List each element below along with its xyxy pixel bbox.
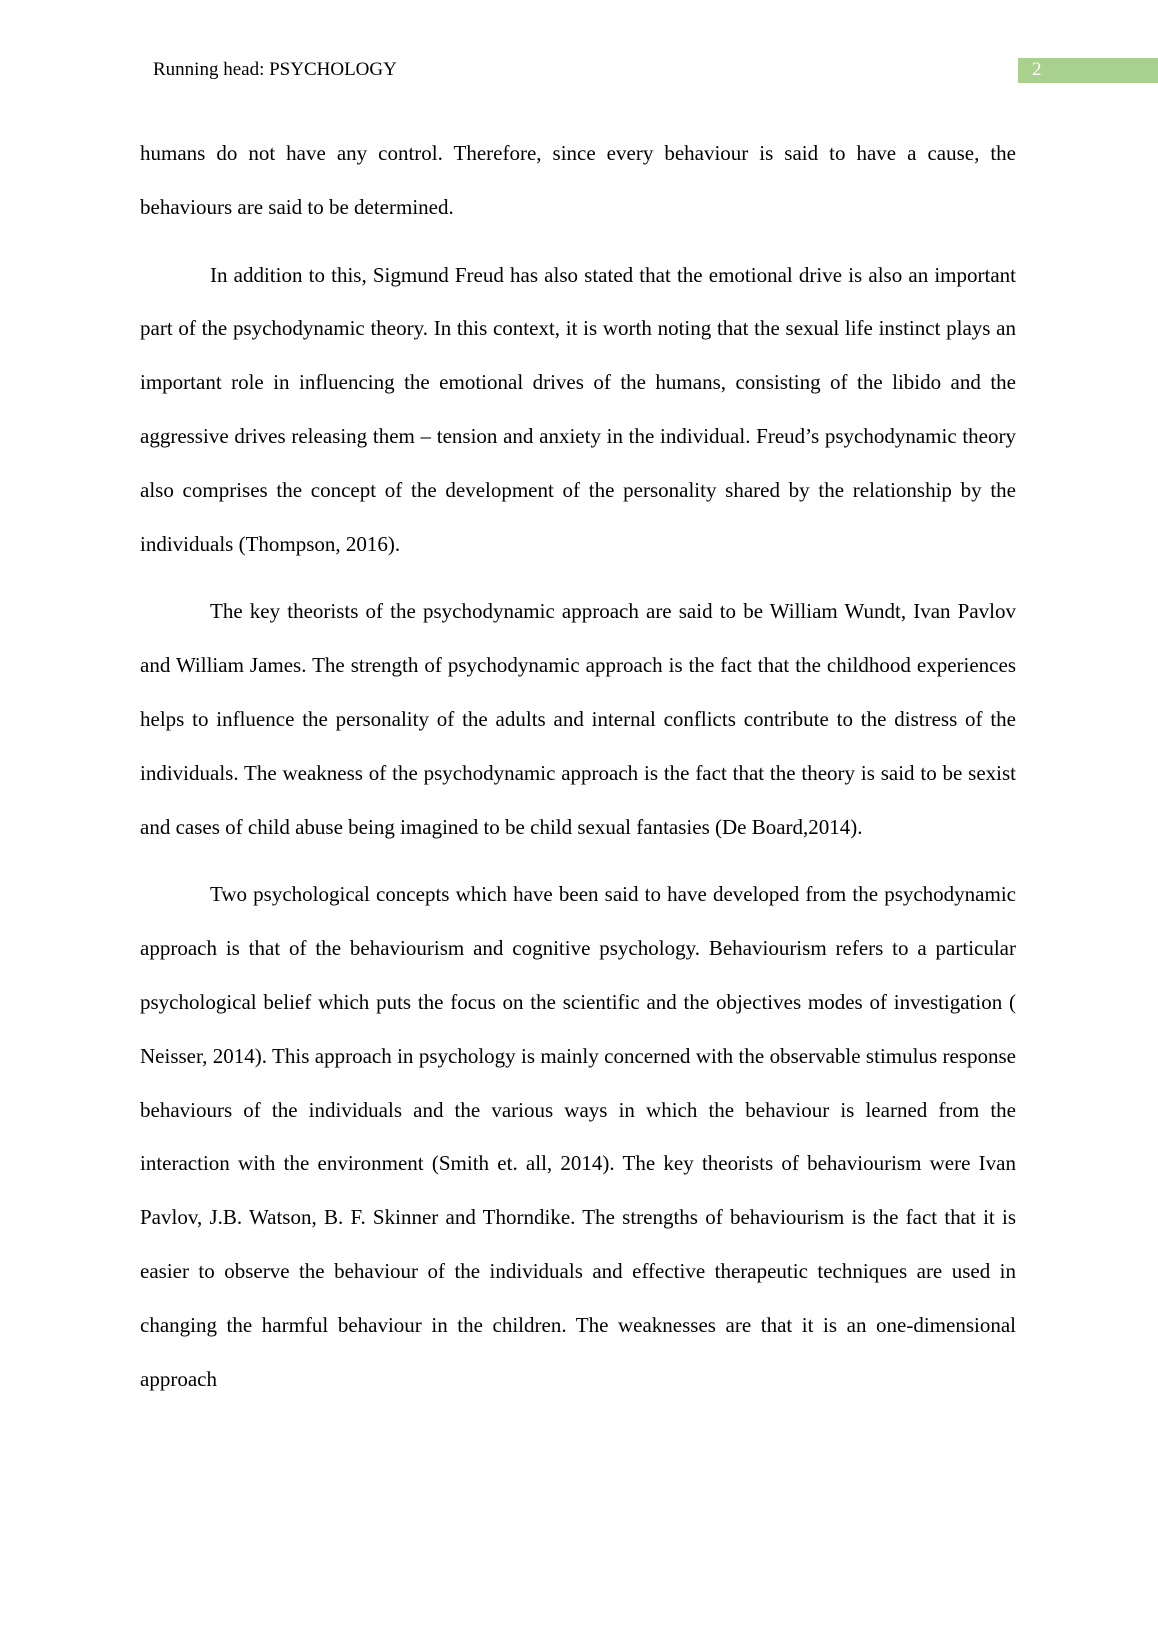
paragraph-freud-emotional-drive: In addition to this, Sigmund Freud has also stated that the emotional drive is also an important part of the psychodynamic theory. In this context, it is worth noting that the sexual life instinct plays an important role in influencing the emotional drives of the humans, consisting of the libido and the aggressive drives releasing them – tension and anxiety in the individual. Freud’s psychodynamic theory also comprises the concept of the development of the personality shared by the relationship by the individuals (Thompson, 2016). [140, 262, 1016, 556]
body-text [140, 127, 1016, 1406]
page-number-box [1018, 58, 1158, 83]
paragraph-key-theorists: The key theorists of the psychodynamic approach are said to be William Wundt, Ivan Pavlov and William James. The strength of psychodynamic approach is the fact that the childhood experiences helps to influence the personality of the adults and internal conflicts contribute to the distress of the individuals. The weakness of the psychodynamic approach is the fact that the theory is said to be sexist and cases of child abuse being imagined to be child sexual fantasies (De Board,2014). [140, 599, 1016, 839]
paragraph-behaviourism: Two psychological concepts which have been said to have developed from the psychodynamic approach is that of the behaviourism and cognitive psychology. Behaviourism refers to a particular psychological belief which puts the focus on the scientific and the objectives modes of investigation ( Neisser, 2014). This approach in psychology is mainly concerned with the observable stimulus response behaviours of the individuals and the various ways in which the behaviour is learned from the interaction with the environment (Smith et. all, 2014). The key theorists of behaviourism were Ivan Pavlov, J.B. Watson, B. F. Skinner and Thorndike. The strengths of behaviourism is the fact that it is easier to observe the behaviour of the individuals and effective therapeutic techniques are used in changing the harmful behaviour in the children. The weaknesses are that it is an one-dimensional approach [140, 882, 1016, 1391]
page-number: 2 [1032, 59, 1042, 80]
running-head: Running head: PSYCHOLOGY [153, 59, 397, 80]
paragraph-continuation: humans do not have any control. Therefore, since every behaviour is said to have a cause, the behaviours are said to be determined. [140, 141, 1016, 219]
